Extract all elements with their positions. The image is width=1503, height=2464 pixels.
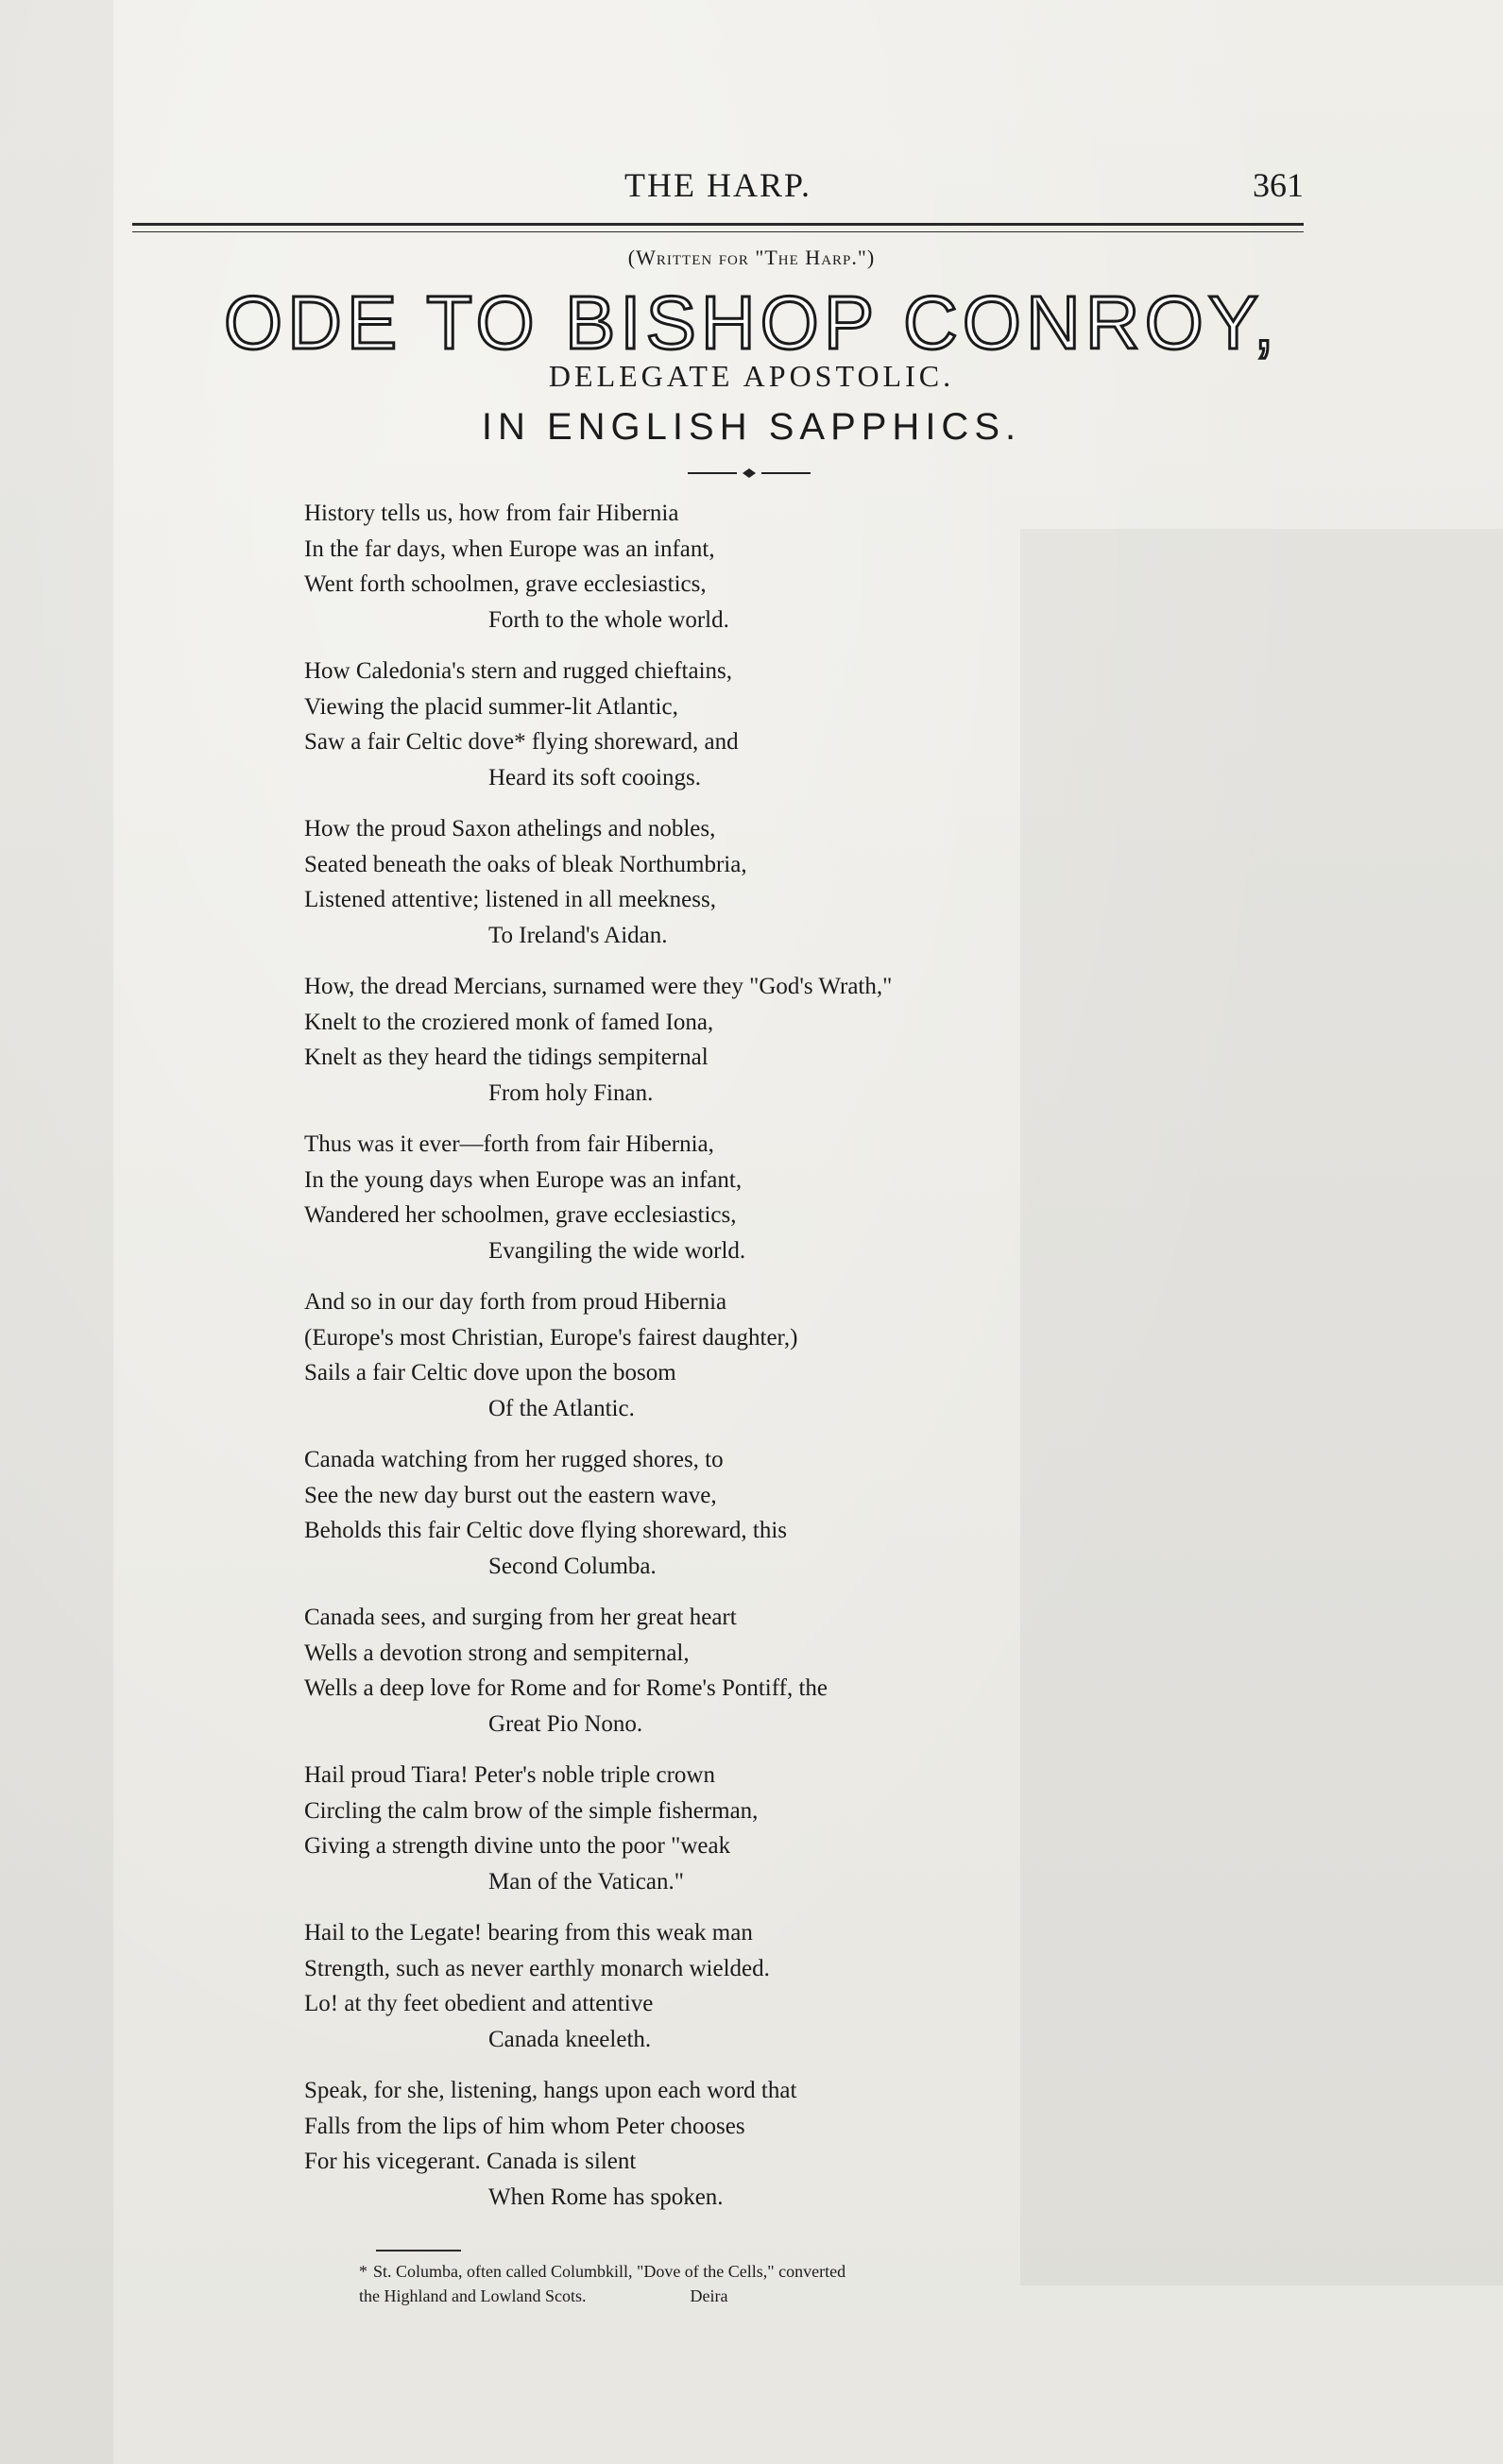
poem-line: Speak, for she, listening, hangs upon each word that [304, 2078, 797, 2103]
stanza [304, 1442, 1154, 1584]
poem-line: Knelt as they heard the tidings sempiternal [304, 1045, 709, 1070]
footnote-rule [376, 2250, 461, 2252]
article-title: ODE TO BISHOP CONROY, [223, 280, 1280, 365]
stanza [304, 1284, 1154, 1426]
byline: (Written for "The Harp.") [627, 246, 876, 269]
running-head [132, 165, 1304, 211]
page-number: 361 [1253, 166, 1304, 204]
stanza [304, 654, 1154, 795]
ornament-divider-icon [688, 467, 811, 480]
stanza [304, 811, 1154, 953]
poem-line: Sails a fair Celtic dove upon the bosom [304, 1360, 676, 1385]
header-rule [132, 223, 1304, 226]
poem-line: Hail proud Tiara! Peter's noble triple crown [304, 1762, 715, 1788]
poem-line: Seated beneath the oaks of bleak Northumbria, [304, 851, 747, 877]
poem-line-adonic: Canada kneeleth. [488, 2026, 652, 2052]
poem-line: Hail to the Legate! bearing from this weak man [304, 1920, 753, 1946]
footnote-line-2 [359, 2284, 1209, 2308]
poem-line: Went forth schoolmen, grave ecclesiastics, [304, 571, 707, 597]
poem-line-adonic: To Ireland's Aidan. [488, 922, 668, 948]
stanza [304, 2073, 1154, 2215]
footnote-text-2: the Highland and Lowland Scots. [359, 2286, 587, 2305]
poem-line-adonic: Man of the Vatican." [488, 1868, 684, 1895]
poem-line: Knelt to the croziered monk of famed Iona, [304, 1009, 714, 1035]
poem-line-adonic: Forth to the whole world. [488, 606, 729, 633]
poem-line: Lo! at thy feet obedient and attentive [304, 1991, 654, 2016]
poem-line-adonic: Heard its soft cooings. [488, 764, 701, 790]
poem-line: For his vicegerant. Canada is silent [304, 2149, 637, 2174]
poem-line: In the young days when Europe was an infant, [304, 1166, 743, 1193]
poem-line: Listened attentive; listened in all meekness, [304, 887, 716, 912]
poem [304, 496, 1154, 2231]
poem-line: Beholds this fair Celtic dove flying shoreward, this [304, 1518, 788, 1543]
poem-line: How the proud Saxon athelings and nobles, [304, 816, 716, 841]
poem-line: Wells a deep love for Rome and for Rome's Pontiff, the [304, 1675, 828, 1701]
footnote-text-1: St. Columba, often called Columbkill, "Dove of the Cells," converted [373, 2262, 846, 2281]
stanza [304, 1600, 1154, 1742]
footnote [359, 2259, 1209, 2308]
header-rule-thin [132, 231, 1304, 232]
poem-line: How Caledonia's stern and rugged chieftains, [304, 658, 732, 684]
poem-line: How, the dread Mercians, surnamed were they "God's Wrath," [304, 974, 893, 999]
poem-line-adonic: Evangiling the wide world. [488, 1237, 746, 1264]
running-title: THE HARP. [623, 166, 812, 204]
poem-line: Strength, such as never earthly monarch wielded. [304, 1955, 770, 1981]
poem-line: Wandered her schoolmen, grave ecclesiastics, [304, 1202, 737, 1228]
stanza [304, 969, 1154, 1111]
poem-line: In the far days, when Europe was an infant, [304, 535, 715, 562]
poem-line: Canada sees, and surging from her great heart [304, 1605, 737, 1630]
poem-line-adonic: When Rome has spoken. [488, 2184, 724, 2210]
poem-line: See the new day burst out the eastern wave, [304, 1482, 717, 1508]
poem-line-adonic: From holy Finan. [488, 1079, 654, 1106]
poem-line-adonic: Great Pio Nono. [488, 1710, 643, 1737]
poem-line-adonic: Second Columba. [488, 1553, 657, 1579]
poem-line: Circling the calm brow of the simple fisherman, [304, 1797, 759, 1824]
poem-line: Giving a strength divine unto the poor "weak [304, 1833, 731, 1859]
stanza [304, 1127, 1154, 1268]
footnote-line-1 [359, 2259, 1209, 2284]
poem-line: Falls from the lips of him whom Peter chooses [304, 2113, 745, 2139]
stanza [304, 1758, 1154, 1899]
footnote-marker: * [359, 2262, 367, 2281]
poem-line: And so in our day forth from proud Hibernia [304, 1289, 727, 1315]
poem-line: Wells a devotion strong and sempiternal, [304, 1640, 690, 1666]
article-subtitle-sapphics: IN ENGLISH SAPPHICS. [481, 406, 1022, 448]
stanza [304, 496, 1154, 637]
signature: Deira [690, 2286, 728, 2305]
poem-line-adonic: Of the Atlantic. [488, 1395, 635, 1421]
article-subtitle: DELEGATE APOSTOLIC. [548, 359, 955, 393]
poem-line: History tells us, how from fair Hibernia [304, 501, 679, 526]
poem-line: (Europe's most Christian, Europe's fairest daughter,) [304, 1324, 798, 1351]
stanza [304, 1915, 1154, 2057]
poem-line: Canada watching from her rugged shores, to [304, 1447, 724, 1472]
poem-line: Saw a fair Celtic dove* flying shoreward, and [304, 729, 739, 755]
poem-line: Thus was it ever—forth from fair Hibernia, [304, 1131, 714, 1157]
poem-line: Viewing the placid summer-lit Atlantic, [304, 693, 678, 720]
